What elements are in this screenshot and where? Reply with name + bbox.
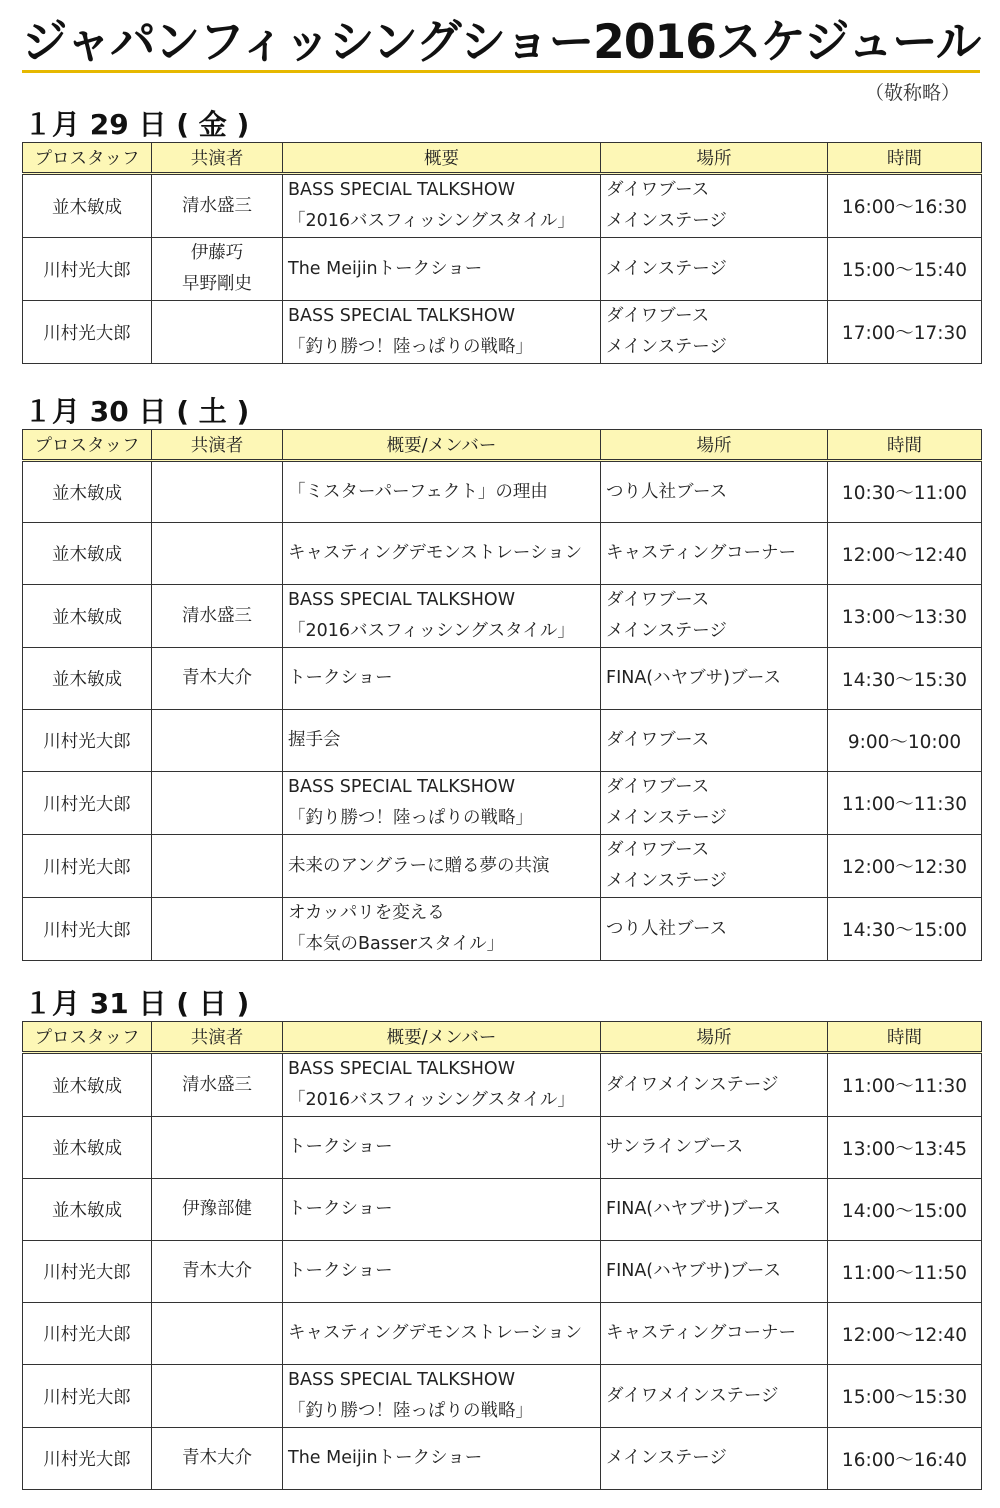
cell-staff: 並木敏成 <box>23 1179 152 1241</box>
cell-place <box>601 1303 828 1365</box>
cell-place <box>601 301 828 364</box>
cell-line: 青木大介 <box>182 1448 252 1468</box>
table-row <box>23 1179 982 1241</box>
column-header-co-performer: 共演者 <box>152 1022 283 1053</box>
cell-place <box>601 174 828 238</box>
cell-description <box>283 772 601 835</box>
cell-staff: 並木敏成 <box>23 174 152 238</box>
header-row <box>23 143 982 174</box>
cell-line: メインステージ <box>606 211 727 231</box>
cell-staff: 川村光大郎 <box>23 301 152 364</box>
cell-line: 「2016バスフィッシングスタイル」 <box>288 621 575 641</box>
cell-line: FINA(ハヤブサ)ブース <box>606 1261 782 1281</box>
cell-line: メインステージ <box>606 621 727 641</box>
cell-line: 伊藤巧 <box>190 243 244 263</box>
table-row <box>23 461 982 523</box>
cell-line: 「釣り勝つ！陸っぱりの戦略」 <box>288 808 533 828</box>
cell-line: トークショー <box>288 1137 393 1157</box>
schedule-table-jan29 <box>22 142 982 364</box>
cell-staff: 並木敏成 <box>23 585 152 648</box>
cell-line: キャスティングデモンストレーション <box>288 543 583 563</box>
cell-line: ダイワメインステージ <box>606 1385 779 1406</box>
column-header-place: 場所 <box>601 143 828 174</box>
cell-place <box>601 461 828 523</box>
cell-line: オカッパリを変える <box>288 903 445 923</box>
cell-place <box>601 648 828 710</box>
cell-line: BASS SPECIAL TALKSHOW <box>288 590 516 610</box>
cell-line: FINA(ハヤブサ)ブース <box>606 1199 782 1219</box>
cell-line: The Meijinトークショー <box>288 258 483 279</box>
cell-line: ダイワブース <box>606 777 710 797</box>
cell-co-performer <box>152 238 283 301</box>
cell-co-performer <box>152 1428 283 1490</box>
cell-line: メインステージ <box>606 337 727 357</box>
cell-description <box>283 1428 601 1490</box>
cell-line: ダイワブース <box>606 306 710 326</box>
cell-co-performer <box>152 1303 283 1365</box>
cell-line: つり人社ブース <box>606 918 728 939</box>
cell-line: メインステージ <box>606 871 727 891</box>
cell-staff: 川村光大郎 <box>23 710 152 772</box>
cell-description <box>283 1179 601 1241</box>
cell-time: 15:00〜15:40 <box>828 238 982 301</box>
cell-description <box>283 585 601 648</box>
cell-description <box>283 238 601 301</box>
cell-description <box>283 1117 601 1179</box>
cell-description <box>283 898 601 961</box>
table-row <box>23 1241 982 1303</box>
cell-place <box>601 1365 828 1428</box>
cell-description <box>283 523 601 585</box>
cell-line: ダイワブース <box>606 730 710 750</box>
cell-co-performer <box>152 1117 283 1179</box>
table-row <box>23 1428 982 1490</box>
cell-description <box>283 174 601 238</box>
cell-place <box>601 1179 828 1241</box>
cell-line: 未来のアングラーに贈る夢の共演 <box>288 855 550 876</box>
cell-line: トークショー <box>288 1261 393 1281</box>
cell-line: 「釣り勝つ！陸っぱりの戦略」 <box>288 337 533 357</box>
day-heading-jan30: １月 30 日 ( 土 ) <box>24 395 250 428</box>
cell-time: 14:30〜15:30 <box>828 648 982 710</box>
cell-staff: 川村光大郎 <box>23 1303 152 1365</box>
table-row <box>23 301 982 364</box>
cell-time: 12:00〜12:30 <box>828 835 982 898</box>
header-row <box>23 430 982 461</box>
cell-line: 「2016バスフィッシングスタイル」 <box>288 1090 575 1110</box>
cell-time: 11:00〜11:30 <box>828 1053 982 1117</box>
cell-staff: 川村光大郎 <box>23 772 152 835</box>
cell-line: トークショー <box>288 1199 393 1219</box>
cell-staff: 並木敏成 <box>23 461 152 523</box>
cell-co-performer <box>152 523 283 585</box>
cell-line: BASS SPECIAL TALKSHOW <box>288 1059 516 1079</box>
header-row <box>23 1022 982 1053</box>
cell-place <box>601 1117 828 1179</box>
column-header-place: 場所 <box>601 430 828 461</box>
cell-description <box>283 835 601 898</box>
cell-line: 伊豫部健 <box>182 1199 252 1219</box>
table-row <box>23 585 982 648</box>
cell-line: メインステージ <box>606 1448 727 1468</box>
cell-description <box>283 301 601 364</box>
cell-line: BASS SPECIAL TALKSHOW <box>288 180 516 200</box>
cell-time: 11:00〜11:30 <box>828 772 982 835</box>
table-row <box>23 1117 982 1179</box>
cell-time: 12:00〜12:40 <box>828 1303 982 1365</box>
cell-co-performer <box>152 461 283 523</box>
cell-description <box>283 1241 601 1303</box>
cell-line: 「ミスターパーフェクト」の理由 <box>288 481 548 502</box>
cell-place <box>601 585 828 648</box>
cell-place <box>601 772 828 835</box>
title-underline <box>22 70 980 73</box>
cell-place <box>601 523 828 585</box>
table-row <box>23 898 982 961</box>
cell-staff: 並木敏成 <box>23 1053 152 1117</box>
table-row <box>23 835 982 898</box>
cell-time: 17:00〜17:30 <box>828 301 982 364</box>
cell-time: 16:00〜16:30 <box>828 174 982 238</box>
table-row <box>23 523 982 585</box>
cell-time: 12:00〜12:40 <box>828 523 982 585</box>
cell-time: 14:00〜15:00 <box>828 1179 982 1241</box>
cell-line: サンラインブース <box>606 1137 744 1157</box>
cell-co-performer <box>152 710 283 772</box>
cell-line: 清水盛三 <box>182 1074 252 1095</box>
column-header-time: 時間 <box>828 1022 982 1053</box>
cell-description <box>283 1365 601 1428</box>
cell-place <box>601 238 828 301</box>
cell-co-performer <box>152 1365 283 1428</box>
table-row <box>23 238 982 301</box>
schedule-table-jan30 <box>22 429 982 961</box>
column-header-co-performer: 共演者 <box>152 430 283 461</box>
day-heading-jan29: １月 29 日 ( 金 ) <box>24 108 250 141</box>
cell-time: 14:30〜15:00 <box>828 898 982 961</box>
cell-co-performer <box>152 835 283 898</box>
cell-place <box>601 1053 828 1117</box>
cell-co-performer <box>152 1179 283 1241</box>
column-header-description: 概要/メンバー <box>283 430 601 461</box>
cell-co-performer <box>152 585 283 648</box>
cell-line: 「本気のBasserスタイル」 <box>288 934 505 954</box>
cell-line: 青木大介 <box>182 1261 252 1281</box>
cell-line: キャスティングデモンストレーション <box>288 1323 583 1343</box>
cell-time: 10:30〜11:00 <box>828 461 982 523</box>
table-row <box>23 772 982 835</box>
table-row <box>23 1303 982 1365</box>
cell-description <box>283 461 601 523</box>
cell-line: メインステージ <box>606 258 727 279</box>
cell-line: 清水盛三 <box>182 605 252 626</box>
column-header-staff: プロスタッフ <box>23 1022 152 1053</box>
cell-time: 15:00〜15:30 <box>828 1365 982 1428</box>
page-title: ジャパンフィッシングショー2016スケジュール <box>22 15 981 70</box>
cell-line: メインステージ <box>606 808 727 828</box>
cell-line: ダイワメインステージ <box>606 1074 779 1095</box>
column-header-staff: プロスタッフ <box>23 430 152 461</box>
table-row <box>23 174 982 238</box>
cell-line: 早野剛史 <box>182 274 252 294</box>
day-heading-jan31: １月 31 日 ( 日 ) <box>24 987 250 1020</box>
table-row <box>23 1053 982 1117</box>
cell-time: 16:00〜16:40 <box>828 1428 982 1490</box>
cell-staff: 川村光大郎 <box>23 1428 152 1490</box>
cell-staff: 並木敏成 <box>23 523 152 585</box>
cell-line: BASS SPECIAL TALKSHOW <box>288 306 516 326</box>
cell-co-performer <box>152 174 283 238</box>
cell-co-performer <box>152 1241 283 1303</box>
cell-line: ダイワブース <box>606 590 710 610</box>
cell-line: ダイワブース <box>606 840 710 860</box>
cell-co-performer <box>152 648 283 710</box>
cell-co-performer <box>152 301 283 364</box>
column-header-time: 時間 <box>828 143 982 174</box>
cell-co-performer <box>152 1053 283 1117</box>
cell-line: BASS SPECIAL TALKSHOW <box>288 1370 516 1390</box>
cell-description <box>283 1053 601 1117</box>
cell-line: BASS SPECIAL TALKSHOW <box>288 777 516 797</box>
cell-staff: 川村光大郎 <box>23 238 152 301</box>
cell-place <box>601 710 828 772</box>
schedule-table-jan31 <box>22 1021 982 1490</box>
cell-line: ダイワブース <box>606 180 710 200</box>
cell-co-performer <box>152 772 283 835</box>
cell-line: 「釣り勝つ！陸っぱりの戦略」 <box>288 1401 533 1421</box>
cell-line: トークショー <box>288 668 393 688</box>
column-header-place: 場所 <box>601 1022 828 1053</box>
cell-staff: 並木敏成 <box>23 1117 152 1179</box>
cell-line: キャスティングコーナー <box>606 543 797 563</box>
column-header-description: 概要 <box>283 143 601 174</box>
cell-place <box>601 835 828 898</box>
honorific-note: （敬称略） <box>864 82 960 104</box>
column-header-time: 時間 <box>828 430 982 461</box>
cell-staff: 川村光大郎 <box>23 1241 152 1303</box>
cell-line: つり人社ブース <box>606 481 728 502</box>
column-header-description: 概要/メンバー <box>283 1022 601 1053</box>
cell-line: 握手会 <box>288 730 341 750</box>
table-row <box>23 710 982 772</box>
cell-line: 「2016バスフィッシングスタイル」 <box>288 211 575 231</box>
cell-description <box>283 1303 601 1365</box>
cell-staff: 川村光大郎 <box>23 835 152 898</box>
cell-line: キャスティングコーナー <box>606 1323 797 1343</box>
cell-co-performer <box>152 898 283 961</box>
cell-description <box>283 710 601 772</box>
column-header-co-performer: 共演者 <box>152 143 283 174</box>
table-row <box>23 648 982 710</box>
cell-line: 青木大介 <box>182 668 252 688</box>
cell-place <box>601 1428 828 1490</box>
cell-description <box>283 648 601 710</box>
column-header-staff: プロスタッフ <box>23 143 152 174</box>
cell-place <box>601 898 828 961</box>
cell-line: 清水盛三 <box>182 195 252 216</box>
cell-place <box>601 1241 828 1303</box>
cell-time: 9:00〜10:00 <box>828 710 982 772</box>
cell-time: 13:00〜13:45 <box>828 1117 982 1179</box>
cell-staff: 並木敏成 <box>23 648 152 710</box>
cell-time: 13:00〜13:30 <box>828 585 982 648</box>
cell-staff: 川村光大郎 <box>23 898 152 961</box>
cell-staff: 川村光大郎 <box>23 1365 152 1428</box>
cell-line: The Meijinトークショー <box>288 1448 483 1468</box>
cell-time: 11:00〜11:50 <box>828 1241 982 1303</box>
cell-line: FINA(ハヤブサ)ブース <box>606 668 782 688</box>
table-row <box>23 1365 982 1428</box>
